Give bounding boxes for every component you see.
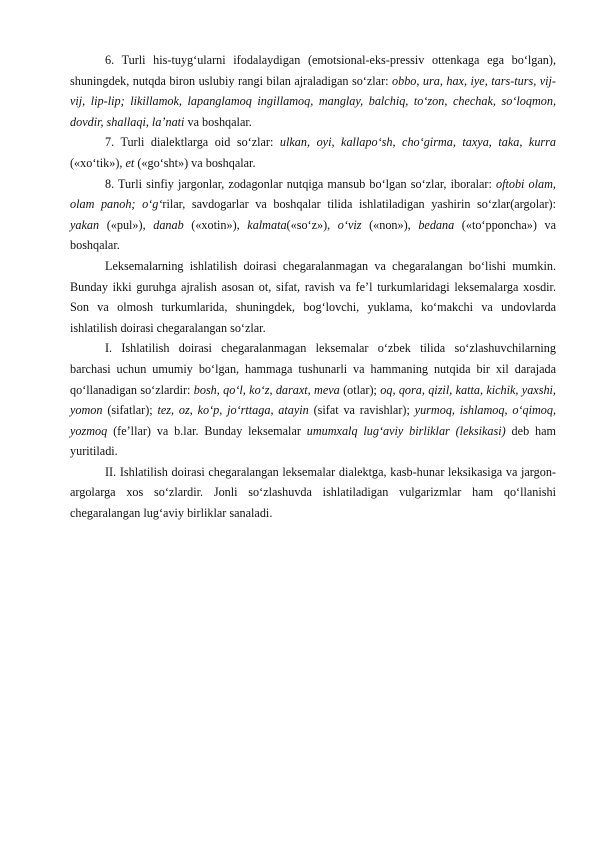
text-run: (sifatlar);: [102, 403, 158, 418]
text-run: va boshqalar.: [184, 114, 252, 129]
italic-run: bosh, qo‘l, ko‘z, daraxt, meva: [193, 382, 340, 397]
text-run: («non»),: [361, 217, 419, 232]
italic-run: yakan: [70, 217, 100, 232]
text-run: deb ham yuritiladi.: [70, 423, 556, 459]
text-run: I. Ishlatilish doirasi chegaralanmagan leksemalar o‘zbek tilida so‘zlashuvchilarning barchasi uchun umumiy bo‘lgan, hammaga tushunarli va hammaning nutqida bir xil darajada qo‘llanadigan so‘zlardir:: [70, 341, 556, 397]
italic-run: bedana: [418, 217, 455, 232]
italic-run: obbo, ura, hax, iye, tars-turs, vij-vij, lip-lip; likillamok, lapanglamoq ingillamoq, manglay, balchiq, to‘zon, chechak, so‘loqmon, dovdir, shallaqi, la’nati: [70, 73, 556, 129]
italic-run: tez, oz, ko‘p, jo‘rttaga, atayin: [157, 403, 309, 418]
text-run: («xo‘tik»),: [70, 155, 126, 170]
italic-run: ulkan, oyi, kallapo‘sh, cho‘girma, taxya, taka, kurra: [279, 135, 557, 150]
italic-run: umumxalq lug‘aviy birliklar (leksikasi): [306, 423, 506, 438]
text-run: («pul»),: [99, 217, 154, 232]
paragraph-section-ii: [70, 462, 556, 524]
text-run: («xotin»),: [183, 217, 248, 232]
text-run: 6. Turli his-tuyg‘ularni ifodalaydigan (emotsional-eks-pressiv ottenkaga ega bo‘lgan), shuningdek, nutqda biron uslubiy rangi bilan ajraladigan so‘zlar:: [70, 53, 556, 88]
text-run: 7. Turli dialektlarga oid so‘zlar:: [105, 135, 280, 150]
italic-run: yurmoq, ishlamoq, o‘qimoq, yozmoq: [70, 403, 556, 438]
paragraph-leksemalar-intro: [70, 256, 556, 338]
paragraph-item-7: [70, 132, 556, 173]
text-run: (otlar);: [339, 382, 381, 397]
text-run: 8. Turli sinfiy jargonlar, zodagonlar nutqiga mansub bo‘lgan so‘zlar, iboralar:: [105, 176, 496, 191]
text-run: II. Ishlatilish doirasi chegaralangan leksemalar dialektga, kasb-hunar leksikasiga va jargon-argolarga xos so‘zlardir. Jonli so‘zlashuvda ishlatiladigan vulgarizmlar ham qo‘llanishi chegaralangan lug‘aviy birliklar sanaladi.: [70, 464, 556, 521]
italic-run: o‘viz: [337, 217, 362, 232]
document-page: [70, 50, 556, 524]
paragraph-section-i: [70, 338, 556, 462]
italic-run: kalmata: [247, 217, 287, 232]
text-run: Leksemalarning ishlatilish doirasi chegaralanmagan va chegaralangan bo‘lishi mumkin. Bunday ikki guruhga ajralish asosan ot, sifat, ravish va fe’l turkumlaridagi leksemalarga xosdir. Son va olmosh turkumlarida, shuningdek, bog‘lovchi, yuklama, ko‘makchi va undovlarda ishlatilish doirasi chegaralangan so‘zlar.: [70, 258, 556, 335]
italic-run: et: [125, 155, 135, 170]
text-run: rilar, savdogarlar va boshqalar tilida ishlatiladigan yashirin so‘zlar(argolar):: [162, 197, 557, 212]
italic-run: oq, qora, qizil, katta, kichik, yaxshi, yomon: [70, 382, 556, 418]
paragraph-item-6: [70, 50, 556, 132]
italic-run: danab: [153, 217, 184, 232]
text-run: (fe’llar) va b.lar. Bunday leksemalar: [107, 423, 307, 438]
text-run: (sifat va ravishlar);: [308, 403, 415, 418]
paragraph-item-8: [70, 174, 556, 256]
text-run: («so‘z»),: [286, 217, 338, 232]
text-run: («to‘pponcha») va boshqalar.: [70, 217, 557, 253]
text-run: («go‘sht») va boshqalar.: [134, 155, 256, 170]
italic-run: oftobi olam, olam panoh; o‘g‘: [70, 176, 556, 212]
